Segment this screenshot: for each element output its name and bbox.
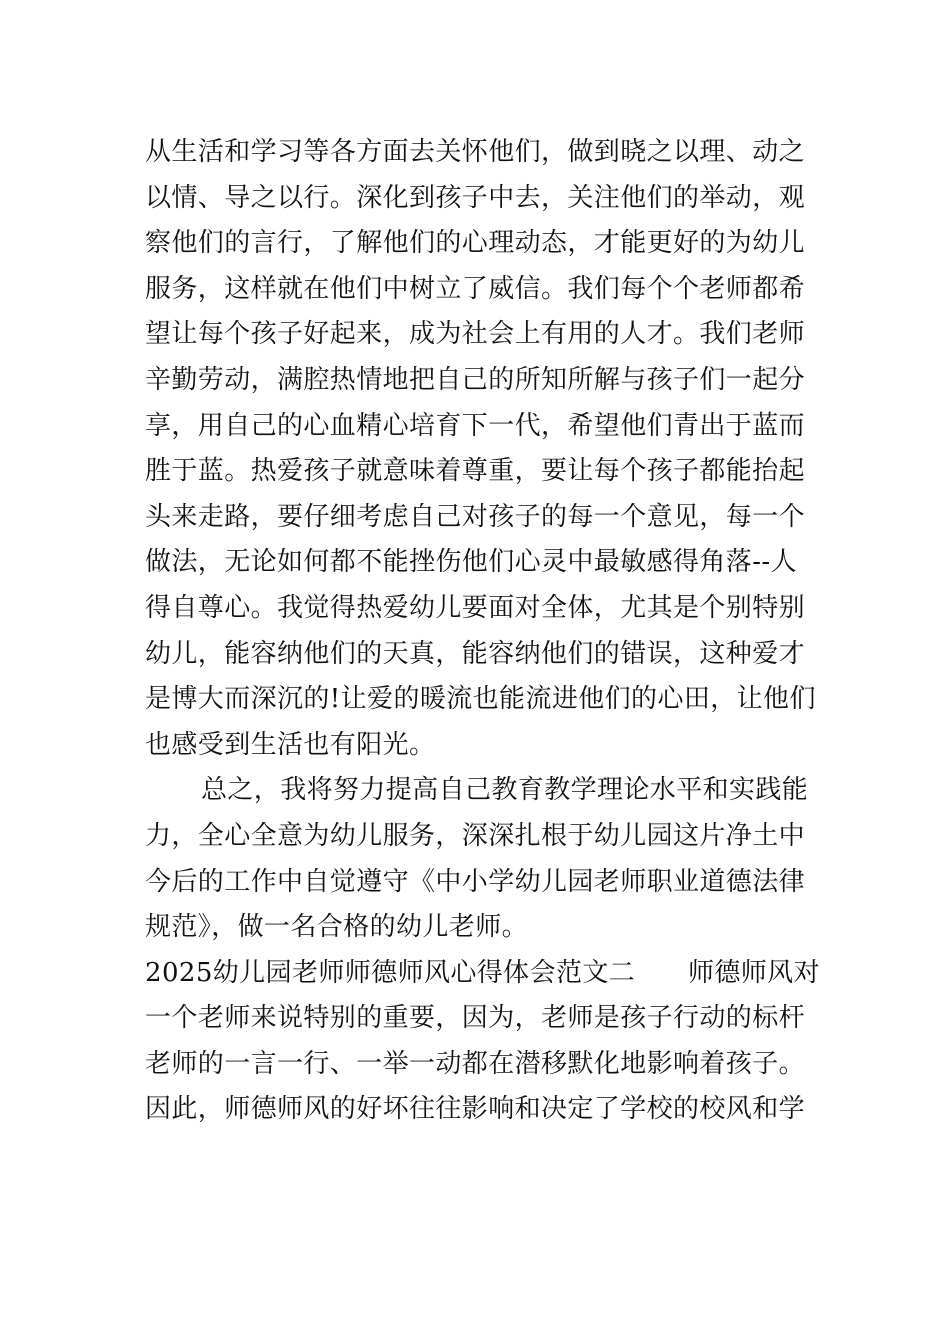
paragraph-1-line: 头来走路，要仔细考虑自己对孩子的每一个意见，每一个 <box>145 501 806 532</box>
paragraph-1-line: 是博大而深沉的!让爱的暖流也能流进他们的心田，让他们 <box>145 684 816 715</box>
paragraph-3-line: 因此，师德师风的好坏往往影响和决定了学校的校风和学 <box>145 1094 806 1125</box>
paragraph-2-line: 力，全心全意为幼儿服务，深深扎根于幼儿园这片净土中 <box>145 820 806 851</box>
paragraph-1-line: 得自尊心。我觉得热爱幼儿要面对全体，尤其是个别特别 <box>145 592 806 623</box>
paragraph-2-line: 今后的工作中自觉遵守《中小学幼儿园老师职业道德法律 <box>145 866 806 897</box>
paragraph-1-line: 以情、导之以行。深化到孩子中去，关注他们的举动，观 <box>145 182 806 213</box>
paragraph-1-line: 从生活和学习等各方面去关怀他们，做到晓之以理、动之 <box>145 137 806 167</box>
paragraph-1-line: 幼儿，能容纳他们的天真，能容纳他们的错误，这种爱才 <box>145 638 806 669</box>
paragraph-1-line: 辛勤劳动，满腔热情地把自己的所知所解与孩子们一起分 <box>145 364 806 395</box>
paragraph-1-line: 享，用自己的心血精心培育下一代，希望他们青出于蓝而 <box>145 410 806 441</box>
paragraph-3-line: 一个老师来说特别的重要，因为，老师是孩子行动的标杆 <box>145 1003 806 1034</box>
paragraph-2-line: 总之，我将努力提高自己教育教学理论水平和实践能 <box>201 775 809 806</box>
paragraph-3-line: 老师的一言一行、一举一动都在潜移默化地影响着孩子。 <box>145 1048 806 1079</box>
paragraph-1-line: 胜于蓝。热爱孩子就意味着尊重，要让每个孩子都能抬起 <box>145 456 806 487</box>
document-body <box>145 130 820 1133</box>
paragraph-3-line: 2025幼儿园老师师德师风心得体会范文二 师德师风对 <box>145 957 820 988</box>
paragraph-2-line: 规范》，做一名合格的幼儿老师。 <box>145 912 529 943</box>
paragraph-1-line: 做法，无论如何都不能挫伤他们心灵中最敏感得角落--人 <box>145 547 797 578</box>
paragraph-1-line: 服务，这样就在他们中树立了威信。我们每个个老师都希 <box>145 273 806 304</box>
paragraph-1-line: 也感受到生活也有阳光。 <box>145 729 436 760</box>
paragraph-1-line: 望让每个孩子好起来，成为社会上有用的人才。我们老师 <box>145 319 806 350</box>
paragraph-1-line: 察他们的言行，了解他们的心理动态，才能更好的为幼儿 <box>145 228 806 259</box>
